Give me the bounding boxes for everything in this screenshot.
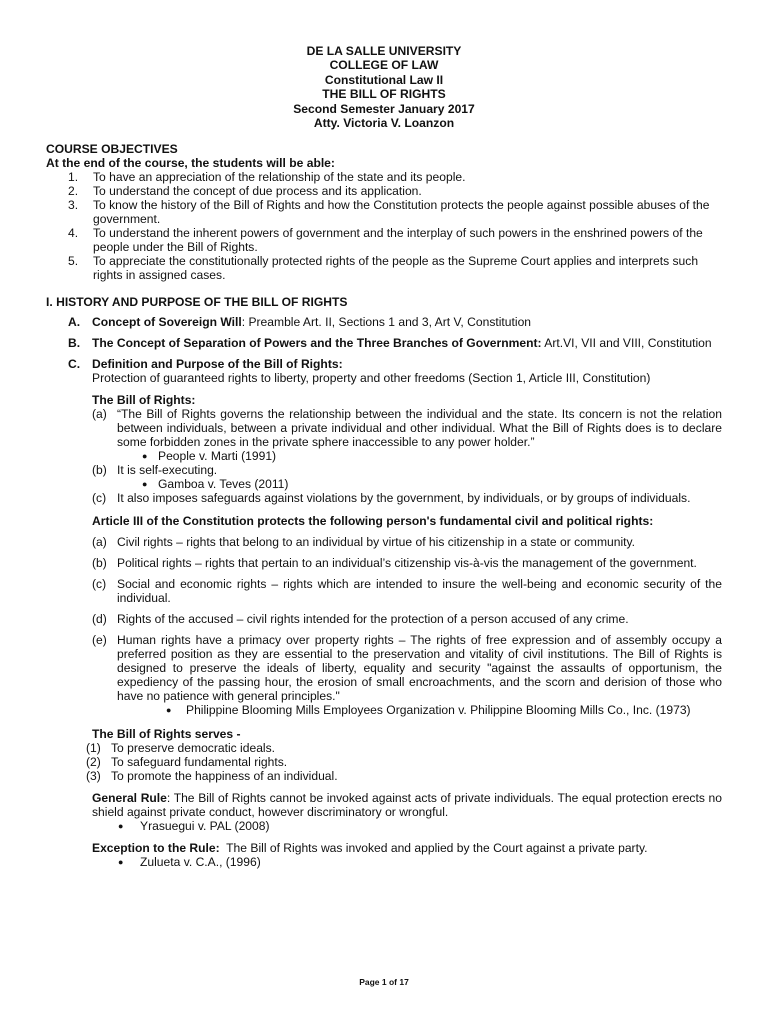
case-name: People v. Marti (1991) xyxy=(158,449,277,464)
item-text: To understand the inherent powers of government and the interplay of such powers in the enshrined powers of the people under the Bill of Rights. xyxy=(93,226,703,255)
subsection-heading: Concept of Sovereign Will xyxy=(92,315,242,330)
article-3-title: Article III of the Constitution protects the following person's fundamental civil and political rights: xyxy=(92,514,654,529)
item-number: (1) xyxy=(86,741,101,756)
case-name: Philippine Blooming Mills Employees Organization v. Philippine Blooming Mills Co., Inc. (1973) xyxy=(186,703,691,718)
subsection-letter: C. xyxy=(68,357,81,372)
list-item xyxy=(40,769,722,783)
item-number: 4. xyxy=(68,226,79,241)
document-header xyxy=(46,44,722,130)
subsection-b xyxy=(46,336,722,350)
serves-list xyxy=(40,741,722,783)
subsection-letter: B. xyxy=(68,336,81,351)
list-item xyxy=(46,170,722,184)
exception-rule xyxy=(46,841,722,855)
list-item xyxy=(46,226,722,254)
list-item xyxy=(46,612,722,626)
bullet-icon: ● xyxy=(142,479,148,490)
list-item xyxy=(46,254,722,282)
general-rule xyxy=(46,791,722,819)
item-number: (d) xyxy=(92,612,107,627)
item-text: To appreciate the constitutionally protected rights of the people as the Supreme Court applies and interprets such rights in assigned cases. xyxy=(93,254,699,283)
subsection-c xyxy=(46,357,722,385)
objectives-title: COURSE OBJECTIVES xyxy=(46,142,178,157)
item-text: Social and economic rights – rights which are intended to insure the well-being and economic security of the individual. xyxy=(117,577,722,606)
item-number: (b) xyxy=(92,556,107,571)
bill-of-rights-list xyxy=(46,491,722,505)
item-text: To know the history of the Bill of Rights and how the Constitution protects the people against possible abuses of the government. xyxy=(93,198,710,227)
case-citation xyxy=(46,449,722,463)
item-number: (a) xyxy=(92,535,107,550)
college-name: COLLEGE OF LAW xyxy=(329,58,439,73)
item-text: Rights of the accused – civil rights intended for the protection of a person accused of any crime. xyxy=(117,612,629,627)
list-item xyxy=(46,184,722,198)
item-number: 5. xyxy=(68,254,79,269)
article-3-list xyxy=(46,535,722,703)
item-number: (b) xyxy=(92,463,107,478)
item-number: (c) xyxy=(92,577,107,592)
item-text: It also imposes safeguards against violations by the government, by individuals, or by groups of individuals. xyxy=(117,491,691,506)
subsection-text: Protection of guaranteed rights to liberty, property and other freedoms (Section 1, Article III, Constitution) xyxy=(92,371,651,386)
case-citation xyxy=(46,855,722,869)
item-number: (2) xyxy=(86,755,101,770)
list-item xyxy=(46,463,722,477)
case-name: Zulueta v. C.A., (1996) xyxy=(140,855,261,870)
bullet-icon: ● xyxy=(118,821,124,832)
subsection-letter: A. xyxy=(68,315,81,330)
list-item xyxy=(40,755,722,769)
section-1-title: I. HISTORY AND PURPOSE OF THE BILL OF RIGHTS xyxy=(46,295,348,310)
university-name: DE LA SALLE UNIVERSITY xyxy=(306,44,462,58)
item-text: It is self-executing. xyxy=(117,463,218,478)
case-name: Yrasuegui v. PAL (2008) xyxy=(140,819,270,834)
bill-of-rights-list xyxy=(46,407,722,449)
exception-label: Exception to the Rule: xyxy=(92,841,220,856)
item-number: 1. xyxy=(68,170,79,185)
list-item xyxy=(46,535,722,549)
case-name: Gamboa v. Teves (2011) xyxy=(158,477,289,492)
list-item xyxy=(46,407,722,449)
list-item xyxy=(46,633,722,703)
subsection-heading: The Concept of Separation of Powers and the Three Branches of Government: xyxy=(92,336,542,351)
list-item xyxy=(46,556,722,570)
bullet-icon: ● xyxy=(166,705,172,716)
item-number: (a) xyxy=(92,407,107,422)
bill-of-rights-list xyxy=(46,463,722,477)
general-rule-label: General Rule xyxy=(92,791,167,806)
general-rule-text: : The Bill of Rights cannot be invoked against acts of private individuals. The equal protection erects no shield against private conduct, however discriminatory or wrongful. xyxy=(92,791,722,820)
item-text: To safeguard fundamental rights. xyxy=(111,755,288,770)
item-text: To have an appreciation of the relationship of the state and its people. xyxy=(93,170,466,185)
list-item xyxy=(46,198,722,226)
case-citation xyxy=(46,703,722,717)
item-text: To understand the concept of due process and its application. xyxy=(93,184,422,199)
subsection-a xyxy=(46,315,722,329)
case-citation xyxy=(46,477,722,491)
bill-of-rights-title: The Bill of Rights: xyxy=(92,393,196,408)
item-number: 2. xyxy=(68,184,79,199)
item-text: Political rights – rights that pertain to an individual’s citizenship vis-à-vis the management of the government. xyxy=(117,556,697,571)
item-text: To preserve democratic ideals. xyxy=(111,741,276,756)
document-title: THE BILL OF RIGHTS xyxy=(322,87,446,102)
item-number: 3. xyxy=(68,198,79,213)
case-citation xyxy=(46,819,722,833)
subsection-heading: Definition and Purpose of the Bill of Rights: xyxy=(92,357,343,372)
document-page xyxy=(46,44,722,869)
objectives-intro: At the end of the course, the students will be able: xyxy=(46,156,335,171)
semester: Second Semester January 2017 xyxy=(293,101,475,116)
item-number: (3) xyxy=(86,769,101,784)
item-text: Human rights have a primacy over property rights – The rights of free expression and of assembly occupy a preferred position as they are essential to the preservation and vitality of civil institutions. The Bill of Rights is designed to preserve the ideals of liberty, equality and security "against the assaults of opportunism, the expediency of the passing hour, the erosion of small encroachments, and the scorn and derision of those who have no patience with general principles." xyxy=(117,633,722,704)
subsection-text: : Preamble Art. II, Sections 1 and 3, Art V, Constitution xyxy=(241,315,532,330)
list-item xyxy=(40,741,722,755)
item-text: To promote the happiness of an individual. xyxy=(111,769,338,784)
bullet-icon: ● xyxy=(118,857,124,868)
item-text: “The Bill of Rights governs the relationship between the individual and the state. Its concern is not the relation between individuals, between a private individual and other individual. What the Bill of Rights does is to declare some forbidden zones in the private sphere inaccessible to any power holder.” xyxy=(117,407,722,450)
instructor: Atty. Victoria V. Loanzon xyxy=(313,116,455,131)
course-name: Constitutional Law II xyxy=(324,72,444,87)
item-text: Civil rights – rights that belong to an individual by virtue of his citizenship in a state or community. xyxy=(117,535,636,550)
list-item xyxy=(46,577,722,605)
exception-text: The Bill of Rights was invoked and applied by the Court against a private party. xyxy=(219,841,648,856)
bullet-icon: ● xyxy=(142,451,148,462)
serves-title: The Bill of Rights serves - xyxy=(92,727,241,742)
page-number: Page 1 of 17 xyxy=(359,977,409,987)
item-number: (e) xyxy=(92,633,107,648)
subsection-text: Art.VI, VII and VIII, Constitution xyxy=(541,336,712,351)
objectives-list xyxy=(46,170,722,282)
item-number: (c) xyxy=(92,491,107,506)
list-item xyxy=(46,491,722,505)
